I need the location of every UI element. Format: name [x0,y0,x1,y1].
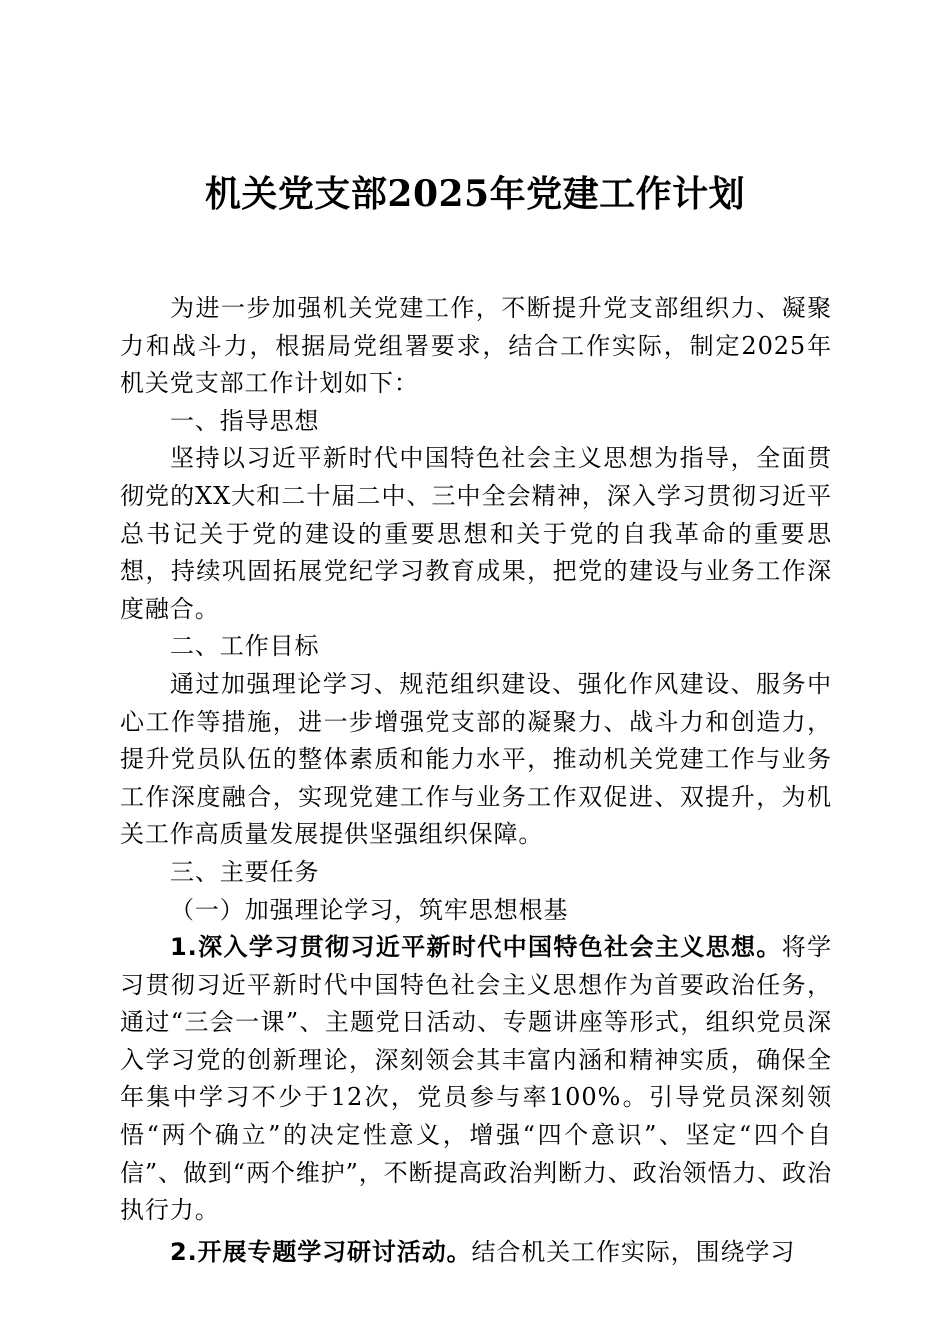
intro-paragraph: 为进一步加强机关党建工作，不断提升党支部组织力、凝聚力和战斗力，根据局党组署要求，结合工作实际，制定2025年机关党支部工作计划如下： [120,294,832,398]
task-item-1-lead: 1.深入学习贯彻习近平新时代中国特色社会主义思想。 [170,933,782,962]
section-heading-work-goals: 二、工作目标 [170,632,320,661]
section-heading-guiding-ideology: 一、指导思想 [170,406,320,435]
task-item-2 [120,1234,832,1272]
task-item-1 [120,929,832,1230]
section-text-guiding-ideology: 坚持以习近平新时代中国特色社会主义思想为指导，全面贯彻党的XX大和二十届二中、三中全会精神，深入学习贯彻习近平总书记关于党的建设的重要思想和关于党的自我革命的重要思想，持续巩固拓展党纪学习教育成果，把党的建设与业务工作深度融合。 [120,444,832,623]
task-item-2-text: 结合机关工作实际，围绕学习 [471,1237,796,1266]
task-item-2-lead: 2.开展专题学习研讨活动。 [170,1237,472,1266]
section-text-work-goals: 通过加强理论学习、规范组织建设、强化作风建设、服务中心工作等措施，进一步增强党支部的凝聚力、战斗力和创造力，提升党员队伍的整体素质和能力水平，推动机关党建工作与业务工作深度融合，实现党建工作与业务工作双促进、双提升，为机关工作高质量发展提供坚强组织保障。 [120,669,832,849]
document-body [120,290,832,1271]
subheading-theory-study: （一）加强理论学习，筑牢思想根基 [170,895,569,924]
task-item-1-text: 将学习贯彻习近平新时代中国特色社会主义思想作为首要政治任务，通过“三会一课”、主题党日活动、专题讲座等形式，组织党员深入学习党的创新理论，深刻领会其丰富内涵和精神实质，确保全年集中学习不少于12次，党员参与率100%。引导党员深刻领悟“两个确立”的决定性意义，增强“四个意识”、坚定“四个自信”、做到“两个维护”，不断提高政治判断力、政治领悟力、政治执行力。 [120,933,832,1225]
document-title: 机关党支部2025年党建工作计划 [204,173,746,215]
section-heading-main-tasks: 三、主要任务 [170,857,320,886]
